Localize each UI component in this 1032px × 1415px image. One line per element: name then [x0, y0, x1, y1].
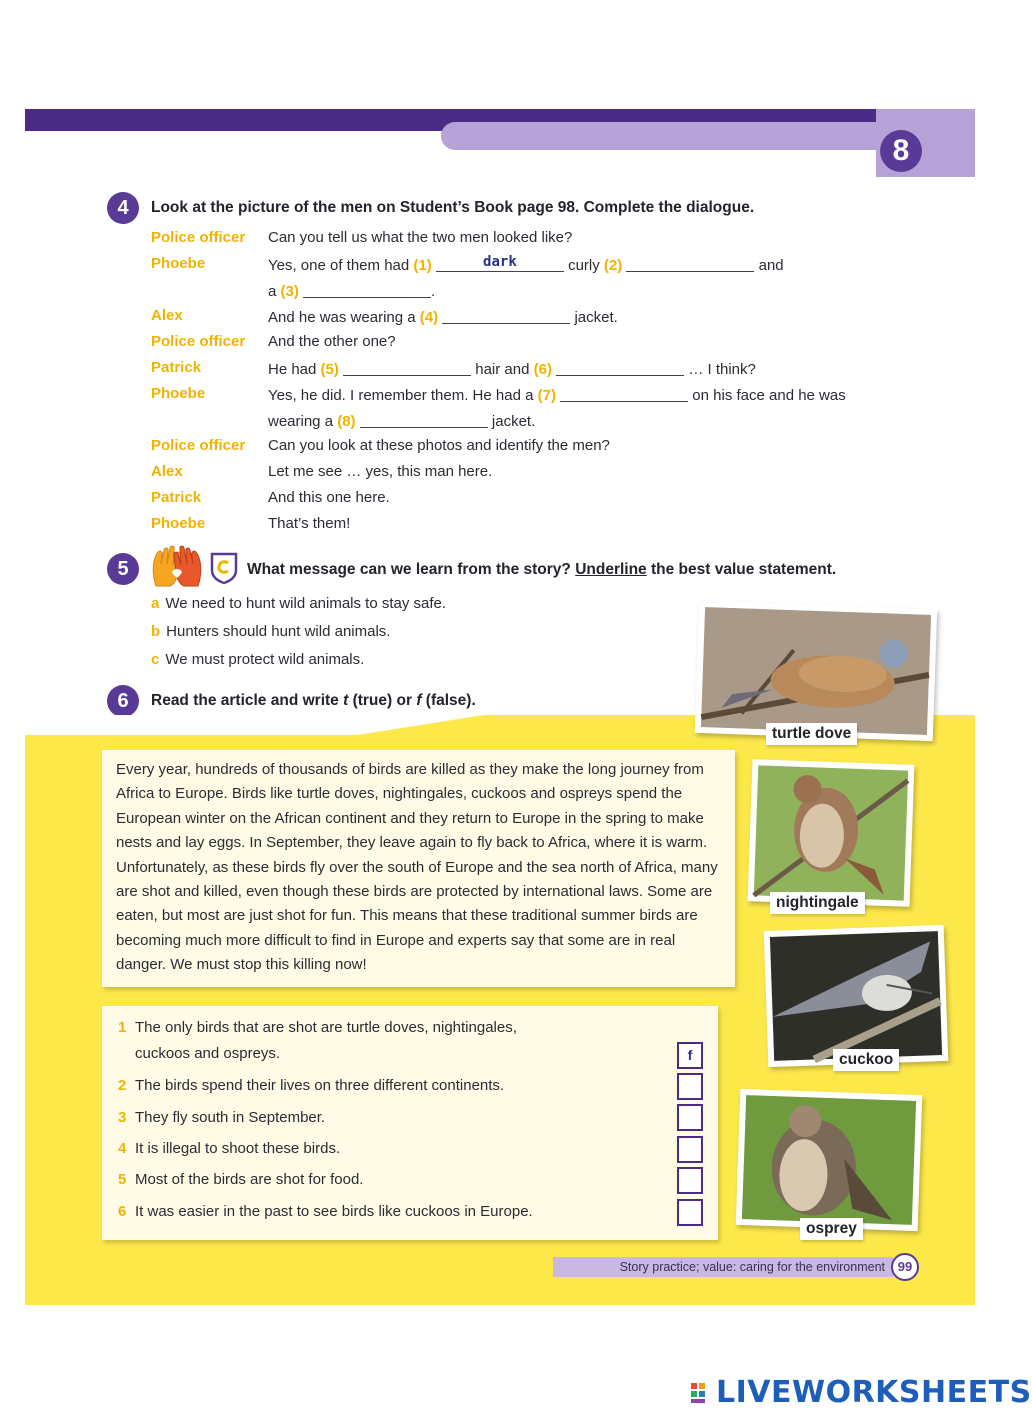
speaker: Police officer	[151, 333, 246, 350]
line-text: hair and	[475, 361, 530, 378]
answer-box-2[interactable]	[677, 1073, 703, 1100]
statement-3: 3 They fly south in September.	[118, 1109, 326, 1126]
nightingale-image	[754, 765, 908, 900]
shield-icon	[210, 552, 238, 584]
speaker: Patrick	[151, 489, 202, 506]
answer-gap-3[interactable]	[303, 278, 431, 298]
line-text: curly	[568, 257, 600, 274]
turtle-dove-photo	[695, 601, 937, 741]
statement-2: 2 The birds spend their lives on three different continents.	[118, 1077, 505, 1094]
line-text: Let me see … yes, this man here.	[268, 463, 493, 480]
hands-icon	[150, 546, 204, 588]
answer-box-3[interactable]	[677, 1104, 703, 1131]
exercise-5-number: 5	[107, 553, 139, 585]
speaker: Alex	[151, 307, 183, 324]
answer-gap-7[interactable]	[560, 382, 688, 402]
answer-gap-4[interactable]	[442, 304, 570, 324]
line-text: He had	[268, 361, 317, 378]
line-text: And the other one?	[268, 333, 396, 350]
answer-gap-8[interactable]	[360, 408, 488, 428]
line-text: … I think?	[688, 361, 756, 378]
answer-gap-1[interactable]	[436, 252, 564, 272]
statement-5: 5 Most of the birds are shot for food.	[118, 1171, 364, 1188]
line-text: jacket.	[574, 309, 618, 326]
article-text: Every year, hundreds of thousands of birds are killed as they make the long journey from Africa to Europe. Birds like turtle doves, nightingales, cuckoos and ospreys spend the European winter on the African continent and they return to Europe in the spring to make nests and lay eggs. In September, they leave again to fly back to Africa, where it is warm. Unfortunately, as these birds fly over the south of Europe and the sea north of Africa, many are shot and killed, even though these birds are protected by international laws. Some are eaten, but most are just shot for fun. This means that these traditional summer birds are becoming much more difficult to find in Europe and experts say that some are in real danger. We must stop this killing now!	[102, 750, 735, 987]
line-text: a	[268, 283, 277, 300]
footer-label: Story practice; value: caring for the environment	[553, 1257, 893, 1277]
exercise-4-instruction: Look at the picture of the men on Student’s Book page 98. Complete the dialogue.	[151, 199, 755, 216]
line-text: Yes, he did. I remember them. He had a	[268, 387, 534, 404]
page-number: 99	[891, 1253, 919, 1281]
answer-box-5[interactable]	[677, 1167, 703, 1194]
option-text: Hunters should hunt wild animals.	[166, 623, 391, 640]
unit-number: 8	[880, 130, 922, 172]
gap-number: (5)	[320, 361, 339, 378]
brand-text: LIVEWORKSHEETS	[716, 1374, 1032, 1410]
gap-number: (1)	[413, 257, 432, 274]
exercise-6-instruction: Read the article and write t (true) or f (false).	[151, 692, 476, 709]
answer-value: dark	[483, 254, 517, 270]
gap-number: (4)	[419, 309, 439, 326]
option-a[interactable]	[151, 595, 446, 612]
speaker: Police officer	[151, 437, 246, 454]
line-text: And he was wearing a	[268, 309, 416, 326]
gap-number: (3)	[280, 283, 299, 300]
gap-number: (6)	[533, 361, 552, 378]
line-text: on his face and he was	[692, 387, 846, 404]
nightingale-caption: nightingale	[770, 892, 865, 914]
answer-box-6[interactable]	[677, 1199, 703, 1226]
osprey-image	[742, 1095, 916, 1225]
turtle-dove-caption: turtle dove	[766, 723, 857, 745]
liveworksheets-logo-icon	[690, 1380, 714, 1404]
speaker: Police officer	[151, 229, 246, 246]
header-stripe	[441, 122, 901, 150]
statement-4: 4 It is illegal to shoot these birds.	[118, 1140, 341, 1157]
gap-number: (2)	[603, 257, 623, 274]
panel-cut	[25, 715, 725, 735]
osprey-caption: osprey	[800, 1218, 863, 1240]
line-text: That’s them!	[268, 515, 351, 532]
gap-number: (7)	[537, 387, 556, 404]
line-text: wearing a	[268, 413, 334, 430]
cuckoo-caption: cuckoo	[833, 1049, 899, 1071]
line-text: Yes, one of them had	[268, 257, 410, 274]
line-text: jacket.	[491, 413, 536, 430]
line-text: Can you tell us what the two men looked like?	[268, 229, 573, 246]
answer-box-4[interactable]	[677, 1136, 703, 1163]
speaker: Phoebe	[151, 385, 206, 402]
option-letter: c	[151, 651, 160, 668]
option-b[interactable]	[151, 623, 390, 640]
turtle-dove-image	[701, 607, 931, 735]
true-false-panel	[102, 1006, 718, 1240]
statement-1: 1 The only birds that are shot are turtle doves, nightingales, cuckoos and ospreys.	[118, 1019, 517, 1062]
answer-gap-2[interactable]	[626, 252, 754, 272]
exercise-5-instruction: What message can we learn from the story? Underline the best value statement.	[247, 561, 837, 578]
option-letter: b	[151, 623, 161, 640]
answer-gap-5[interactable]	[343, 356, 471, 376]
line-text: and	[758, 257, 784, 274]
speaker: Phoebe	[151, 515, 206, 532]
line-text: Can you look at these photos and identify the men?	[268, 437, 610, 454]
nightingale-photo	[748, 759, 915, 907]
cuckoo-image	[770, 931, 942, 1061]
exercise-4-number: 4	[107, 192, 139, 224]
gap-number: (8)	[337, 413, 356, 430]
option-text: We need to hunt wild animals to stay safe.	[165, 595, 447, 612]
line-text: And this one here.	[268, 489, 390, 506]
option-c[interactable]	[151, 651, 364, 668]
speaker: Alex	[151, 463, 183, 480]
speaker: Patrick	[151, 359, 202, 376]
cuckoo-photo	[764, 925, 949, 1067]
answer-gap-6[interactable]	[556, 356, 684, 376]
statement-6: 6 It was easier in the past to see birds like cuckoos in Europe.	[118, 1203, 533, 1220]
answer-box-1[interactable]: f	[677, 1042, 703, 1069]
exercise-6-number: 6	[107, 685, 139, 717]
brand-logo[interactable]	[690, 1374, 1032, 1410]
option-letter: a	[151, 595, 160, 612]
speaker: Phoebe	[151, 255, 206, 272]
option-text: We must protect wild animals.	[165, 651, 365, 668]
line-text: .	[431, 283, 436, 300]
osprey-photo	[736, 1089, 923, 1231]
